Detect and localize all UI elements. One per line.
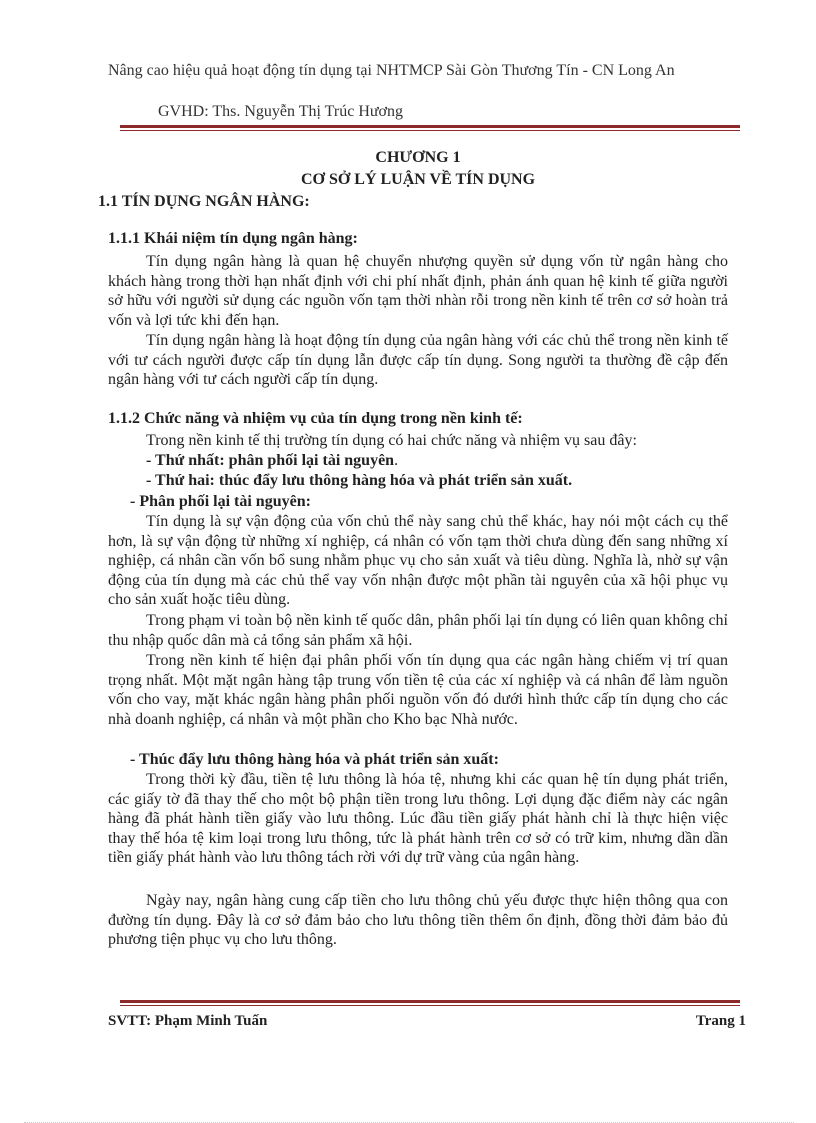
paragraph: Trong nền kinh tế hiện đại phân phối vốn tín dụng qua các ngân hàng chiếm vị trí quan trọng nhất. Một mặt ngân hàng tập trung vốn tiền tệ của các xí nghiệp và cá nhân để làm nguồn vốn cho vay, mặt khác ngân hàng phân phối nguồn vốn đó dưới hình thức cấp tín dụng cho các nhà doanh nghiệp, cá nhân và một phần cho Kho bạc Nhà nước. [108, 652, 728, 728]
section-heading-1-1-2: 1.1.2 Chức năng và nhiệm vụ của tín dụng trong nền kinh tế: [108, 410, 523, 427]
intro-line: Trong nền kinh tế thị trường tín dụng có hai chức năng và nhiệm vụ sau đây: [146, 432, 637, 449]
paragraph: Tín dụng ngân hàng là hoạt động tín dụng của ngân hàng với các chủ thể trong nền kinh tế với tư cách người được cấp tín dụng lẫn được cấp tín dụng. Song người ta thường đề cập đến ngân hàng với tư cách người cấp tín dụng. [108, 332, 728, 389]
list-item-1-period: . [394, 452, 399, 469]
list-item-1-text: - Thứ nhất: phân phối lại tài nguyên [146, 452, 395, 469]
paragraph: Tín dụng ngân hàng là quan hệ chuyển nhượng quyền sử dụng vốn từ ngân hàng cho khách hàng trong thời hạn nhất định với chi phí nhất định, phản ánh quan hệ kinh tế giữa người sở hữu với người sử dụng các nguồn vốn tạm thời nhàn rỗi trong nền kinh tế trên cơ sở hoàn trả vốn và lợi tức khi đến hạn. [108, 253, 728, 329]
footer-student: SVTT: Phạm Minh Tuấn [108, 1013, 268, 1029]
list-item-2: - Thứ hai: thúc đẩy lưu thông hàng hóa và phát triển sản xuất. [146, 472, 573, 489]
list-item-1 [146, 451, 398, 471]
footer-page-number: Trang 1 [695, 1013, 746, 1029]
subheading-circulation: - Thúc đẩy lưu thông hàng hóa và phát triển sản xuất: [130, 751, 499, 768]
paragraph: Trong phạm vi toàn bộ nền kinh tế quốc dân, phân phối lại tín dụng có liên quan không chỉ thu nhập quốc dân mà cả tổng sản phẩm xã hội. [108, 612, 728, 649]
paragraph: Ngày nay, ngân hàng cung cấp tiền cho lưu thông chủ yếu được thực hiện thông qua con đường tín dụng. Đây là cơ sở đảm bảo cho lưu thông tiền thêm ổn định, đồng thời đảm bảo đủ phương tiện phục vụ cho lưu thông. [108, 892, 728, 949]
section-heading-1-1: 1.1 TÍN DỤNG NGÂN HÀNG: [98, 193, 310, 210]
header-title: Nâng cao hiệu quả hoạt động tín dụng tại NHTMCP Sài Gòn Thương Tín - CN Long An [108, 62, 675, 79]
header-advisor: GVHD: Ths. Nguyễn Thị Trúc Hương [158, 103, 403, 120]
footer-rule-thin [120, 1005, 740, 1006]
footer-rule [120, 1000, 740, 1003]
header-rule-thin [120, 130, 740, 131]
section-heading-1-1-1: 1.1.1 Khái niệm tín dụng ngân hàng: [108, 230, 358, 247]
chapter-number: CHƯƠNG 1 [375, 149, 461, 166]
chapter-title: CƠ SỞ LÝ LUẬN VỀ TÍN DỤNG [300, 171, 536, 188]
paragraph: Trong thời kỳ đầu, tiền tệ lưu thông là hóa tệ, nhưng khi các quan hệ tín dụng phát triển, các giấy tờ đã thay thế cho một bộ phận tiền trong lưu thông. Lợi dụng đặc điểm này các ngân hàng đã phát hành tiền giấy vào lưu thông. Lúc đầu tiền giấy phát hành chỉ là thực hiện việc thay thế hóa tệ kim loại trong lưu thông, tức là phát hành trên cơ sở có trữ kim, nhưng dần dần tiền giấy phát hành vào lưu thông tách rời với dự trữ vàng của ngân hàng. [108, 771, 728, 867]
paragraph: Tín dụng là sự vận động của vốn chủ thể này sang chủ thể khác, hay nói một cách cụ thể hơn, là sự vận động từ những xí nghiệp, cá nhân có vốn tạm thời chưa dùng đến sang những xí nghiệp, cá nhân cần vốn bổ sung nhằm phục vụ cho sản xuất và tiêu dùng. Nghĩa là, nhờ sự vận động của tín dụng mà các chủ thể vay vốn nhận được một phần tài nguyên của xã hội phục vụ cho sản xuất hoặc tiêu dùng. [108, 513, 728, 609]
subheading-redistribution: - Phân phối lại tài nguyên: [130, 493, 311, 510]
header-rule [120, 125, 740, 128]
